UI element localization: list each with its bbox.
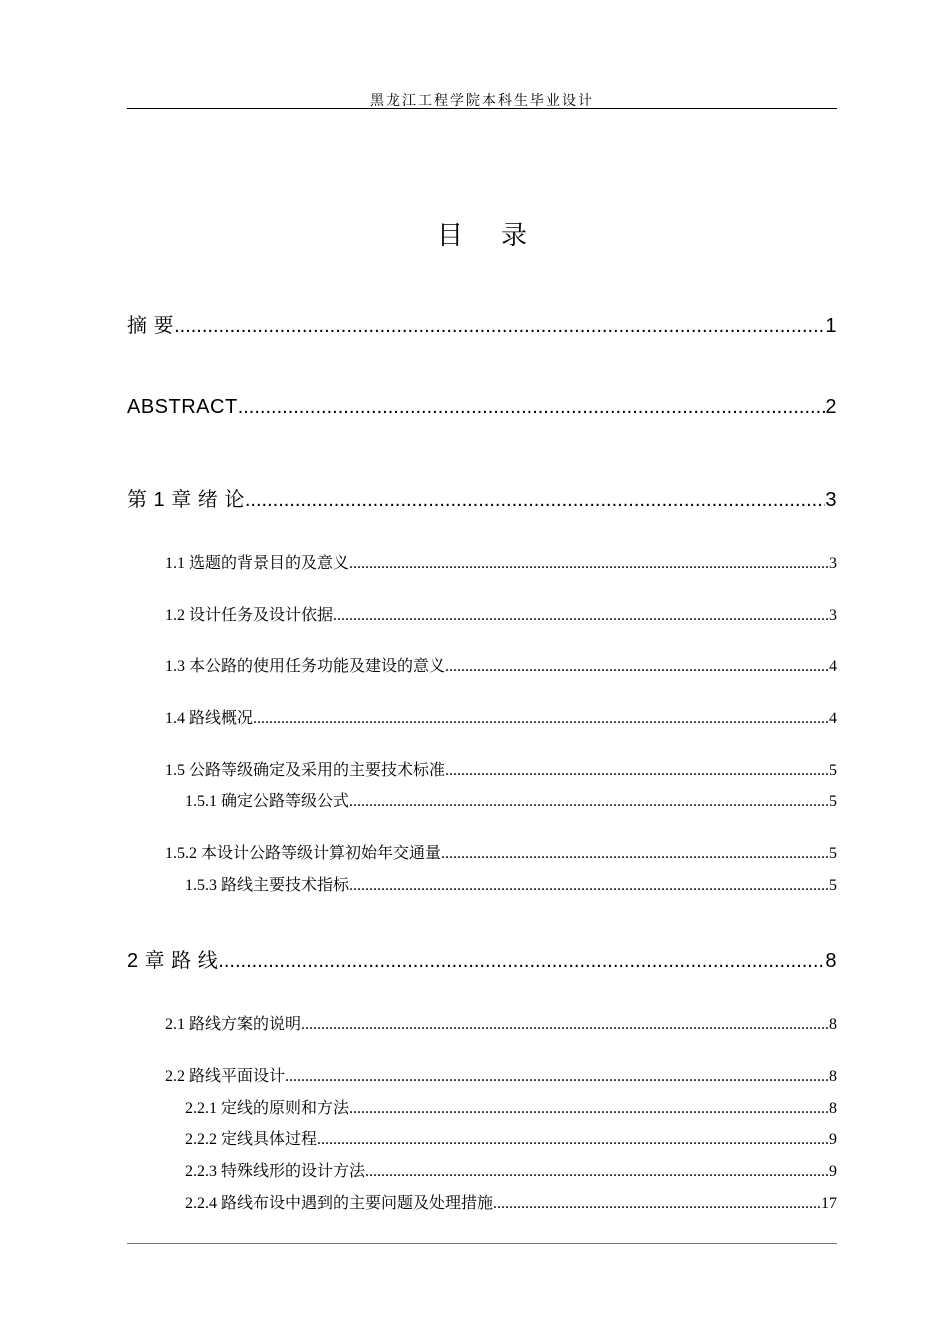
toc-entry-2-2-2[interactable]	[185, 1126, 837, 1149]
footer-rule	[127, 1243, 837, 1244]
toc-entry-page: 1	[825, 315, 837, 337]
toc-entry-2-2-3[interactable]	[185, 1158, 837, 1181]
toc-entry-page: 5	[829, 762, 837, 779]
toc-leader-dots	[301, 1016, 829, 1034]
toc-entry-label: 2.1 路线方案的说明	[165, 1016, 302, 1033]
toc-entry-1-3[interactable]	[165, 653, 837, 676]
toc-leader-dots	[441, 845, 829, 863]
toc-entry-page: 8	[829, 1068, 837, 1085]
toc-entry-1-4[interactable]	[165, 705, 837, 728]
toc-entry-2-2[interactable]	[165, 1063, 837, 1086]
toc-entry-label: 1.4 路线概况	[165, 710, 254, 727]
toc-leader-dots	[317, 1131, 829, 1149]
toc-entry-abstract-en[interactable]	[127, 396, 837, 419]
toc-entry-page: 5	[829, 877, 837, 894]
toc-leader-dots	[365, 1163, 829, 1181]
toc-entry-label: 1.1 选题的背景目的及意义	[165, 555, 350, 572]
toc-entry-label: 1.5.2 本设计公路等级计算初始年交通量	[165, 845, 442, 862]
toc-entry-page: 3	[825, 489, 837, 511]
toc-entry-label: 摘 要	[127, 315, 175, 337]
toc-entry-1-1[interactable]	[165, 550, 837, 573]
toc-entry-1-2[interactable]	[165, 602, 837, 625]
toc-entry-page: 8	[829, 1016, 837, 1033]
toc-entry-label: 1.5.3 路线主要技术指标	[185, 877, 350, 894]
toc-leader-dots	[493, 1195, 821, 1213]
toc-leader-dots	[349, 877, 829, 895]
toc-leader-dots	[445, 658, 829, 676]
toc-leader-dots	[238, 396, 826, 419]
toc-leader-dots	[174, 315, 825, 338]
toc-entry-label: 第 1 章 绪 论	[127, 489, 245, 511]
toc-entry-1-5-2[interactable]	[165, 840, 837, 863]
toc-entry-page: 4	[829, 710, 837, 727]
toc-entry-2-2-1[interactable]	[185, 1095, 837, 1118]
page-header: 黑龙江工程学院本科生毕业设计	[370, 93, 594, 109]
toc-entry-page: 17	[821, 1195, 837, 1212]
toc-entry-1-5-3[interactable]	[185, 872, 837, 895]
toc-entry-label: 2.2.4 路线布设中遇到的主要问题及处理措施	[185, 1195, 494, 1212]
toc-entry-page: 9	[829, 1131, 837, 1148]
toc-entry-1-5-1[interactable]	[185, 788, 837, 811]
toc-leader-dots	[285, 1068, 829, 1086]
toc-leader-dots	[349, 793, 829, 811]
toc-entry-abstract-cn[interactable]	[127, 309, 837, 338]
toc-entry-chapter-2[interactable]	[127, 944, 837, 973]
toc-entry-page: 5	[829, 845, 837, 862]
toc-entry-label: 1.5.1 确定公路等级公式	[185, 793, 350, 810]
toc-leader-dots	[245, 489, 826, 512]
toc-leader-dots	[253, 710, 829, 728]
toc-title: 目录	[436, 221, 565, 251]
toc-entry-page: 3	[829, 555, 837, 572]
toc-entry-label: 1.3 本公路的使用任务功能及建设的意义	[165, 658, 446, 675]
toc-entry-page: 5	[829, 793, 837, 810]
toc-leader-dots	[445, 762, 829, 780]
toc-entry-label: 2.2.2 定线具体过程	[185, 1131, 318, 1148]
toc-entry-chapter-1[interactable]	[127, 483, 837, 512]
toc-leader-dots	[333, 607, 829, 625]
toc-entry-page: 2	[825, 396, 837, 418]
toc-entry-2-2-4[interactable]	[185, 1190, 837, 1213]
toc-entry-label: 2.2.3 特殊线形的设计方法	[185, 1163, 366, 1180]
toc-entry-page: 8	[829, 1100, 837, 1117]
toc-entry-page: 4	[829, 658, 837, 675]
header-rule	[127, 108, 837, 109]
toc-entry-label: 2 章 路 线	[127, 950, 219, 972]
toc-leader-dots	[218, 950, 825, 973]
toc-entry-2-1[interactable]	[165, 1011, 837, 1034]
toc-entry-page: 9	[829, 1163, 837, 1180]
toc-entry-label: 1.2 设计任务及设计依据	[165, 607, 334, 624]
toc-entry-label: ABSTRACT	[127, 396, 238, 418]
toc-entry-page: 8	[825, 950, 837, 972]
toc-entry-page: 3	[829, 607, 837, 624]
toc-leader-dots	[349, 1100, 829, 1118]
toc-entry-label: 2.2.1 定线的原则和方法	[185, 1100, 350, 1117]
toc-entry-label: 1.5 公路等级确定及采用的主要技术标准	[165, 762, 446, 779]
toc-entry-label: 2.2 路线平面设计	[165, 1068, 286, 1085]
toc-leader-dots	[349, 555, 829, 573]
toc-entry-1-5[interactable]	[165, 757, 837, 780]
